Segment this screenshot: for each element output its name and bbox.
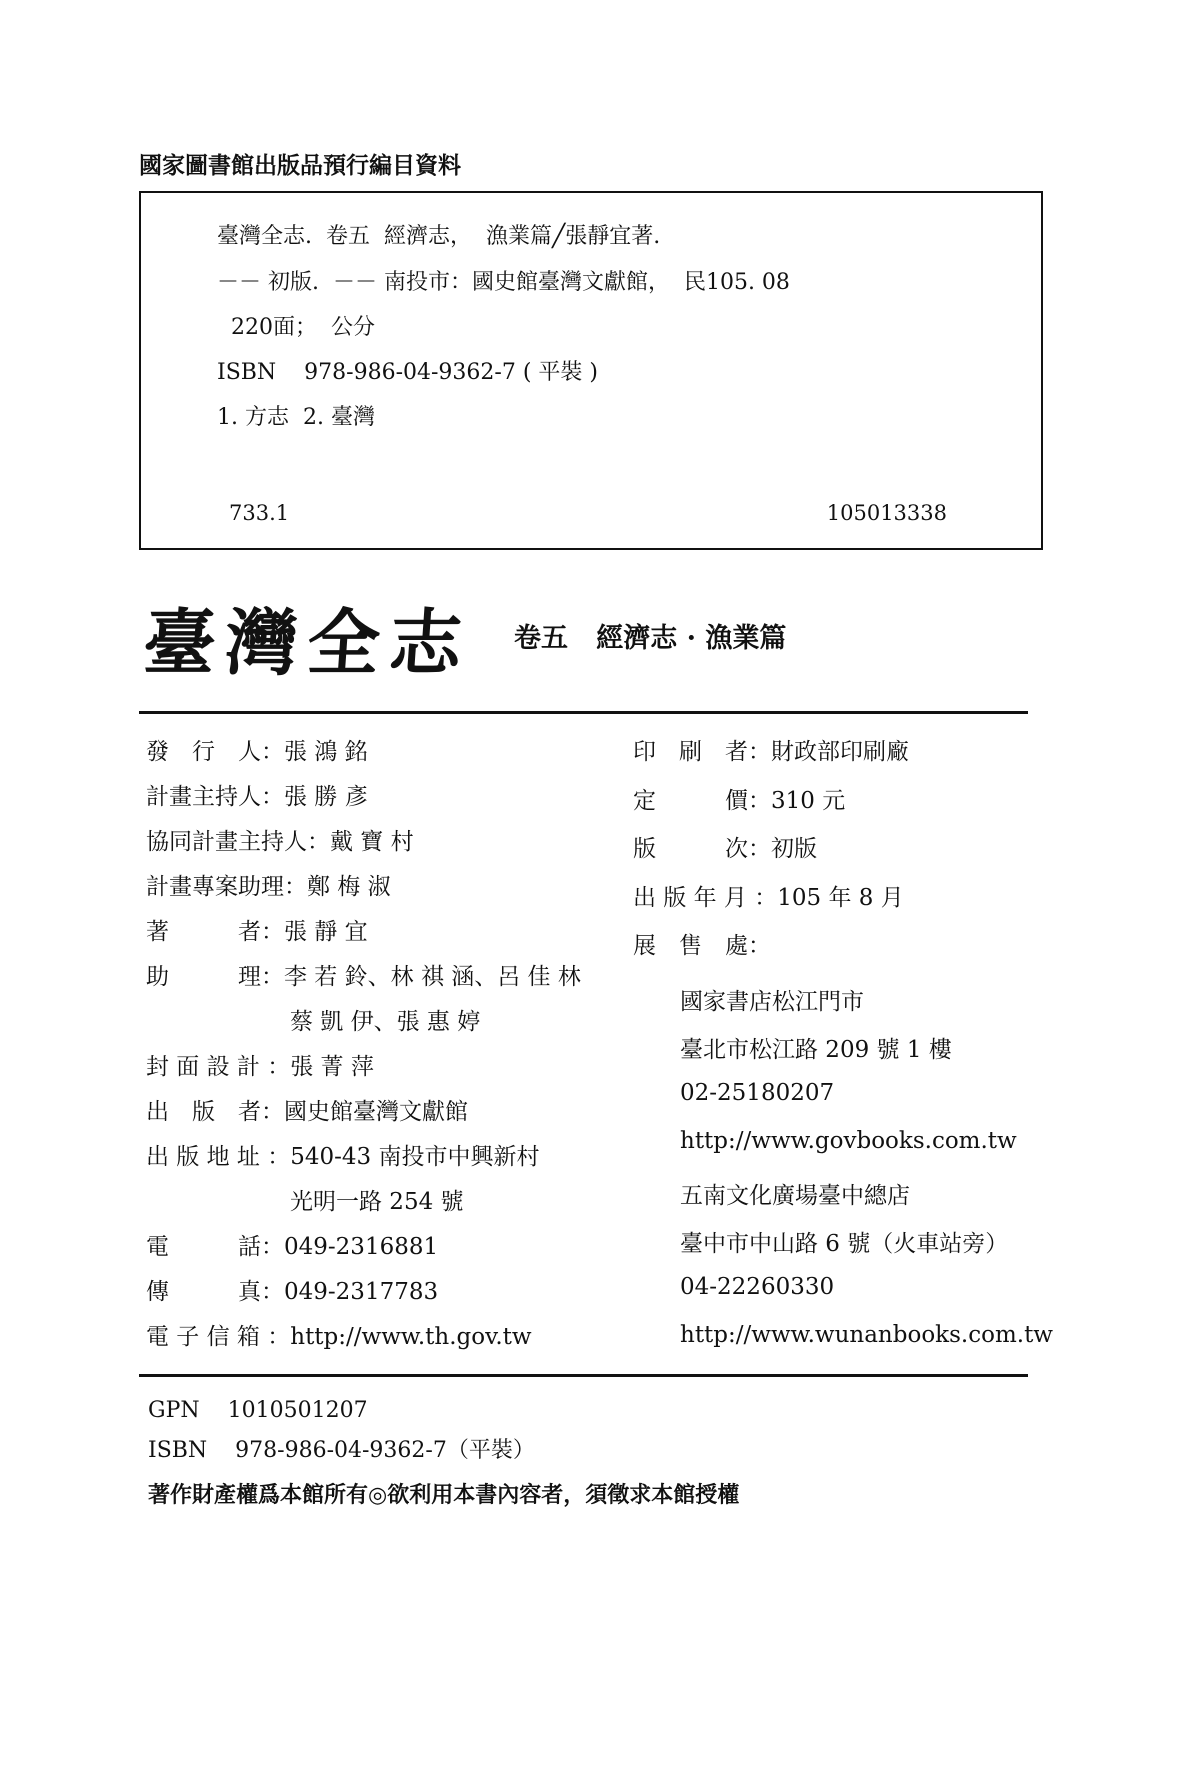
credit-label: 助 理：	[146, 964, 284, 990]
credit-phone	[146, 1228, 438, 1261]
credit-value: 張 菁 萍	[290, 1054, 374, 1080]
credit-label: 傳 真：	[146, 1279, 284, 1305]
credit-value: 105 年 8 月	[777, 885, 904, 911]
copyright-notice: 著作財產權爲本館所有◎欲利用本書內容者，須徵求本館授權	[148, 1482, 740, 1508]
credit-fax	[146, 1273, 438, 1306]
credit-co-leader	[146, 823, 414, 856]
cip-class-number: 733.1	[229, 501, 290, 525]
cip-line-title: 臺灣全志. 卷五 經濟志， 漁業篇╱張靜宜著.	[217, 224, 661, 249]
credit-label: 著 者：	[146, 919, 284, 945]
credit-value: 光明一路 254 號	[290, 1189, 464, 1215]
credit-assistants-cont	[290, 1003, 480, 1036]
credit-edition	[633, 830, 817, 863]
cip-record-box	[139, 191, 1043, 550]
credit-value: 國史館臺灣文獻館	[284, 1099, 468, 1125]
credit-label: 出 版 年 月 ：	[633, 885, 778, 911]
credit-label: 發 行 人：	[146, 739, 284, 765]
credit-sales-outlets	[633, 927, 771, 960]
sales-store-url-1[interactable]: http://www.govbooks.com.tw	[680, 1128, 1017, 1154]
left-credits	[146, 733, 646, 1363]
series-title-calligraphy: 臺灣全志	[140, 600, 475, 685]
isbn-line: ISBN 978-986-04-9362-7（平裝）	[148, 1438, 535, 1463]
cip-line-isbn: ISBN 978-986-04-9362-7 ( 平裝 )	[217, 360, 598, 385]
cip-line-pages: 220面； 公分	[217, 315, 375, 340]
credit-author	[146, 913, 368, 946]
credit-value: 張 鴻 銘	[284, 739, 368, 765]
credit-label: 封 面 設 計 ：	[146, 1054, 291, 1080]
right-credits	[633, 733, 1053, 1363]
credit-label: 計畫主持人：	[146, 784, 284, 810]
cip-line-subjects: 1. 方志 2. 臺灣	[217, 405, 375, 430]
cip-line-edition: －－ 初版. －－ 南投市：國史館臺灣文獻館， 民105. 08	[217, 270, 790, 295]
credit-label: 計畫專案助理：	[146, 874, 307, 900]
credit-label: 出 版 地 址 ：	[146, 1144, 291, 1170]
sales-store-address-1: 臺北市松江路 209 號 1 樓	[680, 1037, 952, 1063]
gpn-line: GPN 1010501207	[148, 1398, 368, 1423]
credit-value: 蔡 凱 伊、張 惠 婷	[290, 1009, 481, 1035]
sales-store-name-2: 五南文化廣場臺中總店	[680, 1183, 910, 1209]
credit-label: 展 售 處：	[633, 933, 771, 959]
credit-value: 310 元	[771, 788, 846, 814]
sales-store-address-2: 臺中市中山路 6 號（火車站旁）	[680, 1231, 1009, 1257]
sales-store-phone-1: 02-25180207	[680, 1080, 835, 1106]
credit-value: http://www.th.gov.tw	[290, 1324, 532, 1350]
sales-store-url-2[interactable]: http://www.wunanbooks.com.tw	[680, 1322, 1053, 1348]
credit-value: 540-43 南投市中興新村	[290, 1144, 540, 1170]
credit-label: 電 話：	[146, 1234, 284, 1260]
credit-cover-design	[146, 1048, 374, 1081]
credit-value: 張 靜 宜	[284, 919, 368, 945]
credit-label: 電 子 信 箱 ：	[146, 1324, 291, 1350]
credit-project-assistant	[146, 868, 391, 901]
top-divider	[139, 711, 1028, 714]
credit-address-cont	[290, 1183, 464, 1216]
credit-label: 印 刷 者：	[633, 739, 771, 765]
credit-value: 初版	[771, 836, 817, 862]
credit-website	[146, 1318, 532, 1351]
bottom-divider	[139, 1374, 1028, 1377]
credit-value: 049-2316881	[284, 1234, 439, 1260]
credit-address	[146, 1138, 540, 1171]
credit-project-leader	[146, 778, 368, 811]
cip-record-number: 105013338	[826, 501, 947, 525]
credit-value: 張 勝 彥	[284, 784, 368, 810]
credit-value: 李 若 鈴、林 祺 涵、呂 佳 林	[284, 964, 581, 990]
credit-label: 協同計畫主持人：	[146, 829, 330, 855]
credit-price	[633, 782, 845, 815]
credit-value: 財政部印刷廠	[771, 739, 909, 765]
credit-publisher	[146, 1093, 468, 1126]
credit-publish-date	[633, 879, 904, 912]
credit-assistants	[146, 958, 581, 991]
credit-value: 鄭 梅 淑	[307, 874, 391, 900]
credit-label: 出 版 者：	[146, 1099, 284, 1125]
cip-heading: 國家圖書館出版品預行編目資料	[139, 152, 461, 179]
credit-printer	[633, 733, 909, 766]
sales-store-phone-2: 04-22260330	[680, 1274, 835, 1300]
sales-store-name-1: 國家書店松江門市	[680, 989, 864, 1015]
credit-value: 049-2317783	[284, 1279, 439, 1305]
credit-label: 版 次：	[633, 836, 771, 862]
credit-label: 定 價：	[633, 788, 771, 814]
credit-publisher-person	[146, 733, 368, 766]
credit-value: 戴 寶 村	[330, 829, 414, 855]
volume-subtitle: 卷五 經濟志 · 漁業篇	[514, 623, 787, 654]
